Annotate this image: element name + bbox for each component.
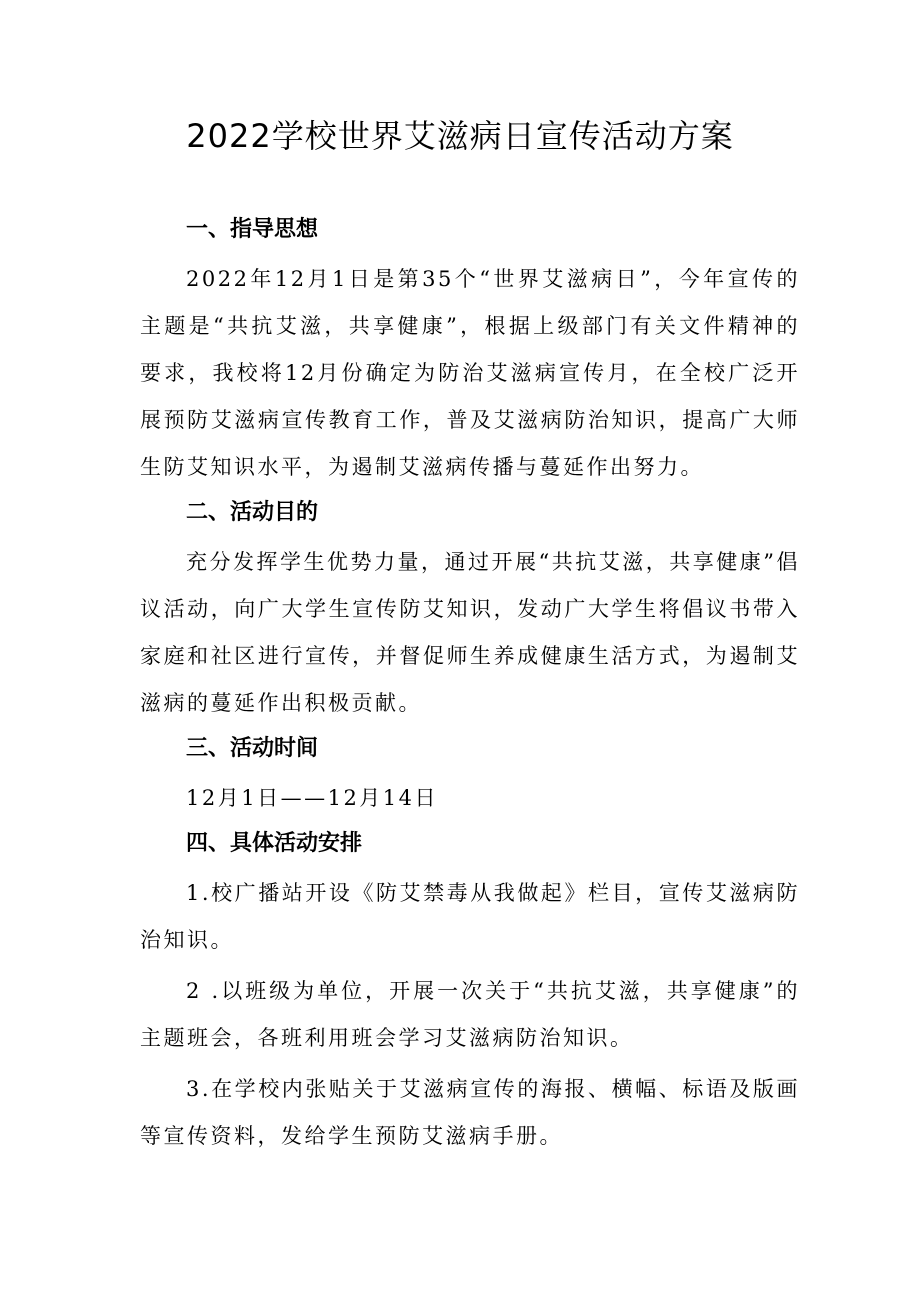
- document-title: 2022学校世界艾滋病日宣传活动方案: [186, 117, 734, 155]
- document-body: [140, 208, 800, 1160]
- section-paragraph: 12月1日——12月14日: [186, 786, 439, 810]
- arrangement-item: 2 .以班级为单位，开展一次关于“共抗艾滋，共享健康”的主题班会，各班利用班会学习艾滋病防治知识。: [140, 979, 800, 1050]
- section-heading-guiding-thought: 一、指导思想: [186, 217, 319, 242]
- section-heading-activity-time: 三、活动时间: [186, 736, 319, 761]
- section-paragraph: 2022年12月1日是第35个“世界艾滋病日”，今年宣传的主题是“共抗艾滋，共享健康”，根据上级部门有关文件精神的要求，我校将12月份确定为防治艾滋病宣传月，在全校广泛开展预防艾滋病宣传教育工作，普及艾滋病防治知识，提高广大师生防艾知识水平，为遏制艾滋病传播与蔓延作出努力。: [140, 267, 800, 479]
- section-paragraph: 充分发挥学生优势力量，通过开展“共抗艾滋，共享健康”倡议活动，向广大学生宣传防艾知识，发动广大学生将倡议书带入家庭和社区进行宣传，并督促师生养成健康生活方式，为遏制艾滋病的蔓延作出积极贡献。: [140, 550, 800, 715]
- arrangement-item: 3.在学校内张贴关于艾滋病宣传的海报、横幅、标语及版画等宣传资料，发给学生预防艾滋病手册。: [140, 1077, 800, 1148]
- section-heading-activity-arrangement: 四、具体活动安排: [186, 831, 363, 856]
- section-heading-activity-purpose: 二、活动目的: [186, 500, 319, 525]
- arrangement-item: 1.校广播站开设《防艾禁毒从我做起》栏目，宣传艾滋病防治知识。: [140, 881, 800, 952]
